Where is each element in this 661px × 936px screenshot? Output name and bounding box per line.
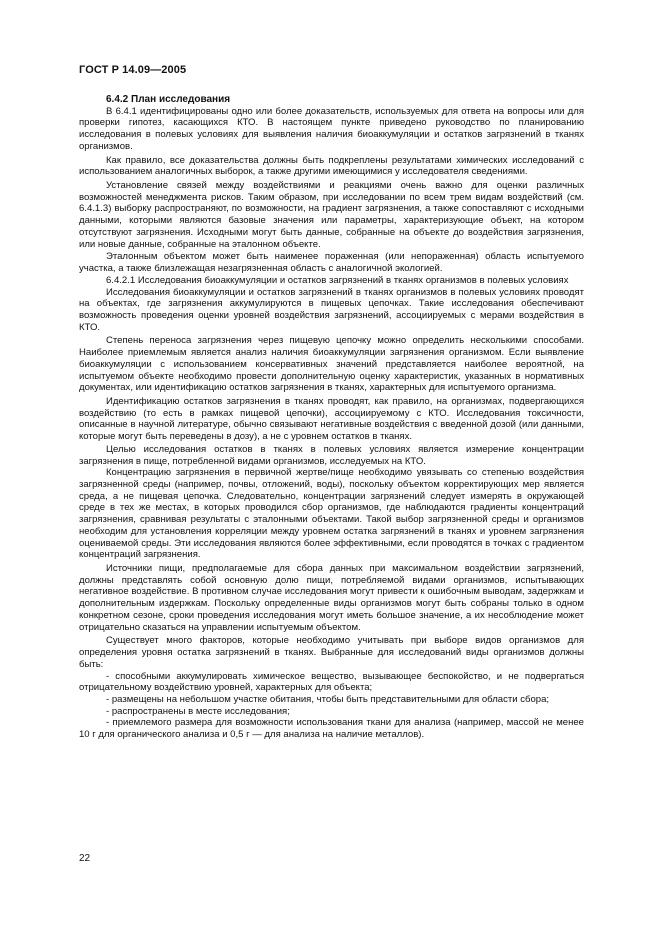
paragraph: Существует много факторов, которые необходимо учитывать при выборе видов организмов для определения уровня остатка загрязнений в тканях. Выбранные для исследований виды организмов должны быть: xyxy=(79,635,584,670)
paragraph: В 6.4.1 идентифицированы одно или более доказательств, используемых для ответа на вопросы или для проверки гипотез, касающихся КТО. В настоящем пункте приведено руководство по планированию исследования в полевых условиях для выявления наличия биоаккумуляции и остатков загрязнений в тканях организмов. xyxy=(79,105,584,152)
list-item: - распространены в месте исследования; xyxy=(106,705,290,717)
document-body xyxy=(79,94,584,741)
paragraph: Как правило, все доказательства должны быть подкреплены результатами химических исследований с использованием аналогичных выборок, а также другими имеющимися у исследователя сведениями. xyxy=(79,154,584,178)
paragraph: Исследования биоаккумуляции и остатков загрязнений в тканях организмов в полевых условиях проводят на объектах, где загрязнения аккумулируются в пищевых цепочках. Такие исследования обеспечивают возможность проведения оценки уровней воздействия загрязнений, ассоциируемых с мерами воздействия в КТО. xyxy=(79,286,584,333)
standard-header: ГОСТ Р 14.09—2005 xyxy=(79,64,187,76)
paragraph: Установление связей между воздействиями и реакциями очень важно для оценки различных возможностей менеджмента рисков. Таким образом, при исследовании по всем трем видам воздействий (см. 6.4.1.3) выборку распространяют, по возможности, на градиент загрязнения, а также сопоставляют с исходными данными, которыми являются базовые значения или параметры, характеризующие объект, на котором отсутствуют загрязнения. Исходными могут быть данные, собранные на объекте до воздействия загрязнения, или новые данные, собранные на эталонном объекте. xyxy=(79,180,584,250)
list-item: - размещены на небольшом участке обитания, чтобы быть представительными для области сбора; xyxy=(106,693,550,705)
paragraph: Идентификацию остатков загрязнения в тканях проводят, как правило, на организмах, подвергающихся воздействию (то есть в рамках пищевой цепочки), ассоциируемому с КТО. Исследования токсичности, описанные в научной литературе, обычно связывают негативные воздействия с введенной дозой (или данными, которые могут быть переведены в дозу), а не с уровнем остатков в тканях. xyxy=(79,395,584,443)
paragraph: Источники пищи, предполагаемые для сбора данных при максимальном воздействии загрязнений, должны представлять собой основную долю пищи, потребляемой видами организмов, испытывающих негативное воздействие. В противном случае исследования могут привести к ошибочным выводам, задержкам и дополнительным издержкам. Поскольку определенные виды организмов могут быть собраны только в одном конкретном сезоне, сроки проведения исследования могут иметь большое значение, а их несоблюдение может отрицательно сказаться на управлении испытуемым объектом. xyxy=(79,563,584,633)
paragraph: Целью исследования остатков в тканях в полевых условиях является измерение концентрации загрязнения в пище, потребленной видами организмов, исследуемых на КТО. xyxy=(79,443,584,467)
paragraph: Эталонным объектом может быть наименее пораженная (или непораженная) область испытуемого участка, а также близлежащая незагрязненная область с аналогичной экологией. xyxy=(79,251,584,275)
list-item: - способными аккумулировать химическое вещество, вызывающее беспокойство, и не подвергаться отрицательному воздействию уровней, характерных для объекта; xyxy=(79,670,584,694)
paragraph: Степень переноса загрязнения через пищевую цепочку можно определить несколькими способами. Наиболее приемлемым является анализ наличия биоаккумуляции загрязнения организмом. Если выявление биоаккумуляции с использованием консервативных значений представляется наиболее вероятной, на испытуемом объекте необходимо провести дополнительную оценку характеристик, указанных в нормативных документах, или идентификацию остатков загрязнения в тканях, характерных для испытуемого организма. xyxy=(79,335,584,394)
page-number: 22 xyxy=(79,853,91,864)
list-item: - приемлемого размера для возможности использования ткани для анализа (например, массой не менее 10 г для органического анализа и 0,5 г — для анализа на наличие металлов). xyxy=(79,717,584,741)
paragraph: Концентрацию загрязнения в первичной жертве/пище необходимо увязывать со степенью воздействия загрязненной среды (например, почвы, отложений, воды), поскольку объектом корректирующих мер является среда, а не пищевая цепочка. Следовательно, концентрации загрязнений следует измерять в окружающей среде в тех же местах, в которых проводился сбор организмов, где наблюдаются градиенты концентраций загрязнения, сравнивая результаты с эталонными объектами. Такой выбор загрязненной среды и организмов необходим для установления корреляции между уровнем остатка загрязнений в тканях и уровнем загрязнения оцениваемой среды. Эти исследования являются более эффективными, если проводятся в точках с градиентом концентраций загрязнения. xyxy=(79,467,584,561)
subsection-heading: 6.4.2.1 Исследования биоаккумуляции и остатков загрязнений в тканях организмов в полевых условиях xyxy=(106,274,569,286)
section-heading: 6.4.2 План исследования xyxy=(106,94,231,105)
